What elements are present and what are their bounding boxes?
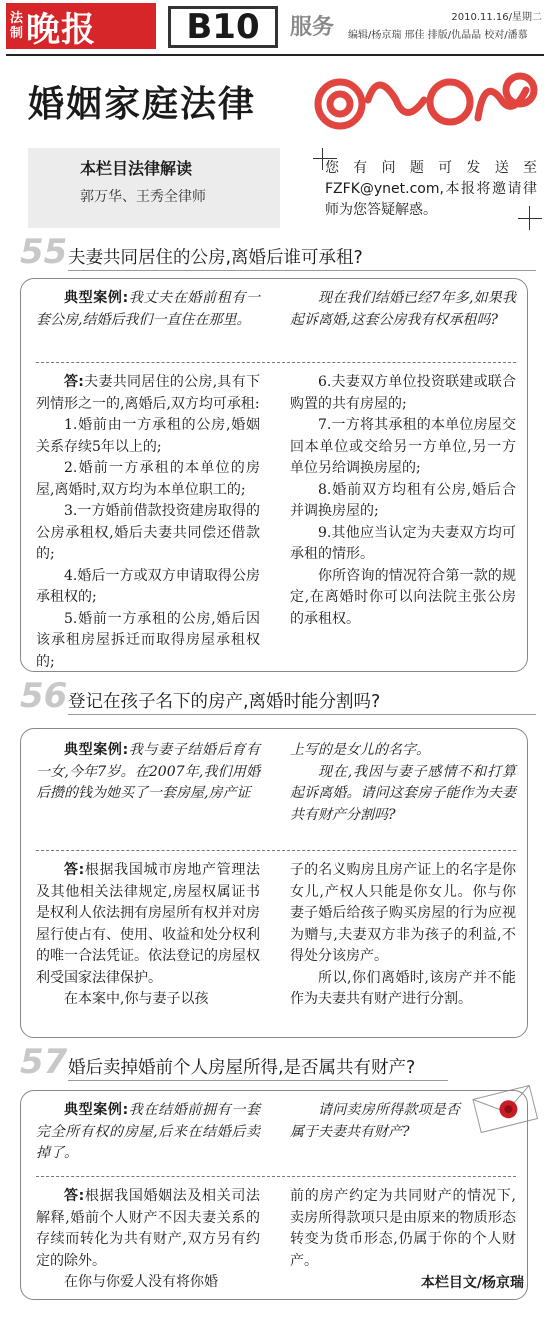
answer-text: 夫妻共同居住的公房,具有下列情形之一的,离婚后,双方均可承租:: [36, 374, 260, 412]
answer-conclusion: 你所咨询的情况符合第一款的规定,在离婚时你可以向法院主张公房的承租权。: [290, 567, 516, 627]
question-number: 56: [20, 676, 68, 716]
title-underline: [68, 714, 536, 715]
case-text: 现在我们结婚已经7年多,如果我起诉离婚,这套公房我有权承租吗?: [290, 290, 516, 328]
column-title: 婚姻家庭法律: [28, 84, 257, 125]
answer-left: [36, 372, 260, 673]
question-title: 登记在孩子名下的房产,离婚时能分割吗?: [68, 692, 381, 712]
answer-label: 答:: [64, 374, 84, 390]
logo-small-text: 法制: [10, 11, 24, 41]
answer-right: [290, 372, 516, 630]
lawyer-names: 郭万华、王秀全律师: [80, 189, 206, 205]
list-item: 1.婚前由一方承租的公房,婚姻关系存续5年以上的;: [36, 417, 260, 455]
answer-text: 子的名义购房且房产证上的名字是你女儿,产权人只能是你女儿。你与你妻子婚后给孩子购买房屋的行为应视为赠与,夫妻双方非为孩子的利益,不得处分该房产。: [290, 862, 516, 964]
case-text: 我在结婚前拥有一套完全所有权的房屋,后来在结婚后卖掉了。: [36, 1102, 260, 1161]
title-underline: [68, 1080, 448, 1081]
divider: [36, 362, 516, 363]
list-item: 4.婚后一方或双方申请取得公房承租权的;: [36, 567, 260, 605]
question-number: 55: [20, 232, 68, 272]
case-right: [290, 288, 516, 331]
case-left: [36, 740, 260, 805]
case-text: 我与妻子结婚后育有一女,今年7岁。在2007年,我们用婚后攒的钱为她买了一套房屋,房产证: [36, 742, 260, 801]
list-item: 6.夫妻双方单位投资联建或联合购置的共有房屋的;: [290, 374, 516, 412]
case-left: [36, 288, 260, 331]
author-credit: 本栏目文/杨京瑞: [420, 1275, 524, 1291]
answer-label: 答:: [64, 1188, 85, 1204]
crop-mark: [529, 206, 530, 230]
contact-note: 您有问题可发送至FZFK@ynet.com,本报将邀请律师为您答疑解惑。: [325, 160, 537, 218]
answer-left: [36, 1186, 260, 1294]
answer-text: 所以,你们离婚时,该房产并不能作为夫妻共有财产进行分割。: [290, 969, 516, 1007]
question-title: 夫妻共同居住的公房,离婚后谁可承租?: [68, 248, 363, 268]
answer-right: [290, 1186, 516, 1272]
case-left: [36, 1100, 260, 1165]
list-item: 9.其他应当认定为夫妻双方均可承租的情形。: [290, 524, 516, 562]
question-title: 婚后卖掉婚前个人房屋所得,是否属共有财产?: [68, 1058, 416, 1078]
title-underline: [68, 270, 536, 271]
list-item: 7.一方将其承租的本单位房屋交回本单位或交给另一方单位,另一方单位另给调换房屋的;: [290, 417, 516, 476]
crop-mark: [322, 148, 323, 170]
case-label: 典型案例:: [64, 1102, 129, 1118]
answer-text: 根据我国城市房地产管理法及其他相关法律规定,房屋权属证书是权利人依法拥有房屋所有权并对房屋行使占有、使用、收益和处分权利的唯一合法凭证。依法登记的房屋权利受国家法律保护。: [36, 862, 260, 986]
issue-date: 2010.11.16/星期二: [451, 12, 542, 23]
case-text: 请问卖房所得款项是否属于夫妻共有财产?: [290, 1102, 460, 1140]
masthead-rule: [6, 54, 544, 56]
list-item: 5.婚前一方承租的公房,婚后因该承租房屋拆迁而取得房屋承租权的;: [36, 610, 260, 670]
case-text: 我丈夫在婚前租有一套公房,结婚后我们一直住在那里。: [36, 290, 260, 328]
question-number: 57: [20, 1042, 68, 1082]
list-item: 8.婚前双方均租有公房,婚后合并调换房屋的;: [290, 481, 516, 519]
answer-text: 在本案中,你与妻子以孩: [64, 991, 209, 1007]
crop-mark: [313, 158, 337, 159]
newspaper-logo: [6, 3, 156, 49]
case-label: 典型案例:: [64, 290, 129, 306]
list-item: 3.一方婚前借款投资建房取得的公房承租权,婚后夫妻共同偿还借款的;: [36, 503, 260, 562]
editor-credits: 编辑/杨京瑞 邢佳 排版/仇晶晶 校对/潘慕: [348, 30, 528, 41]
case-right: [290, 740, 516, 826]
answer-label: 答:: [64, 862, 85, 878]
answer-right: [290, 860, 516, 1011]
answer-text: 在你与你爱人没有将你婚: [64, 1274, 218, 1290]
answer-text: 根据我国婚姻法及相关司法解释,婚前个人财产不因夫妻关系的存续而转化为共有财产,双方另有约定的除外。: [36, 1188, 260, 1269]
case-label: 典型案例:: [64, 742, 129, 758]
section-name: 服务: [290, 15, 335, 40]
law-heading: 本栏目法律解读: [80, 159, 193, 178]
page-number: B10: [168, 6, 278, 48]
divider: [36, 850, 516, 851]
list-item: 2.婚前一方承租的本单位的房屋,离婚时,双方均为本单位职工的;: [36, 460, 260, 498]
decorative-swirl-graphic: [310, 60, 540, 140]
divider: [36, 1176, 516, 1177]
answer-left: [36, 860, 260, 1011]
logo-big-text: 晚报: [26, 9, 96, 50]
crop-mark: [518, 218, 542, 219]
case-right: [290, 1100, 460, 1143]
answer-text: 前的房产约定为共同财产的情况下,卖房所得款项只是由原来的物质形态转变为货币形态,仍属于你的个人财产。: [290, 1188, 516, 1269]
case-text: 上写的是女儿的名字。: [290, 742, 430, 758]
case-text: 现在,我因与妻子感情不和打算起诉离婚。请问这套房子能作为夫妻共有财产分割吗?: [290, 763, 516, 823]
